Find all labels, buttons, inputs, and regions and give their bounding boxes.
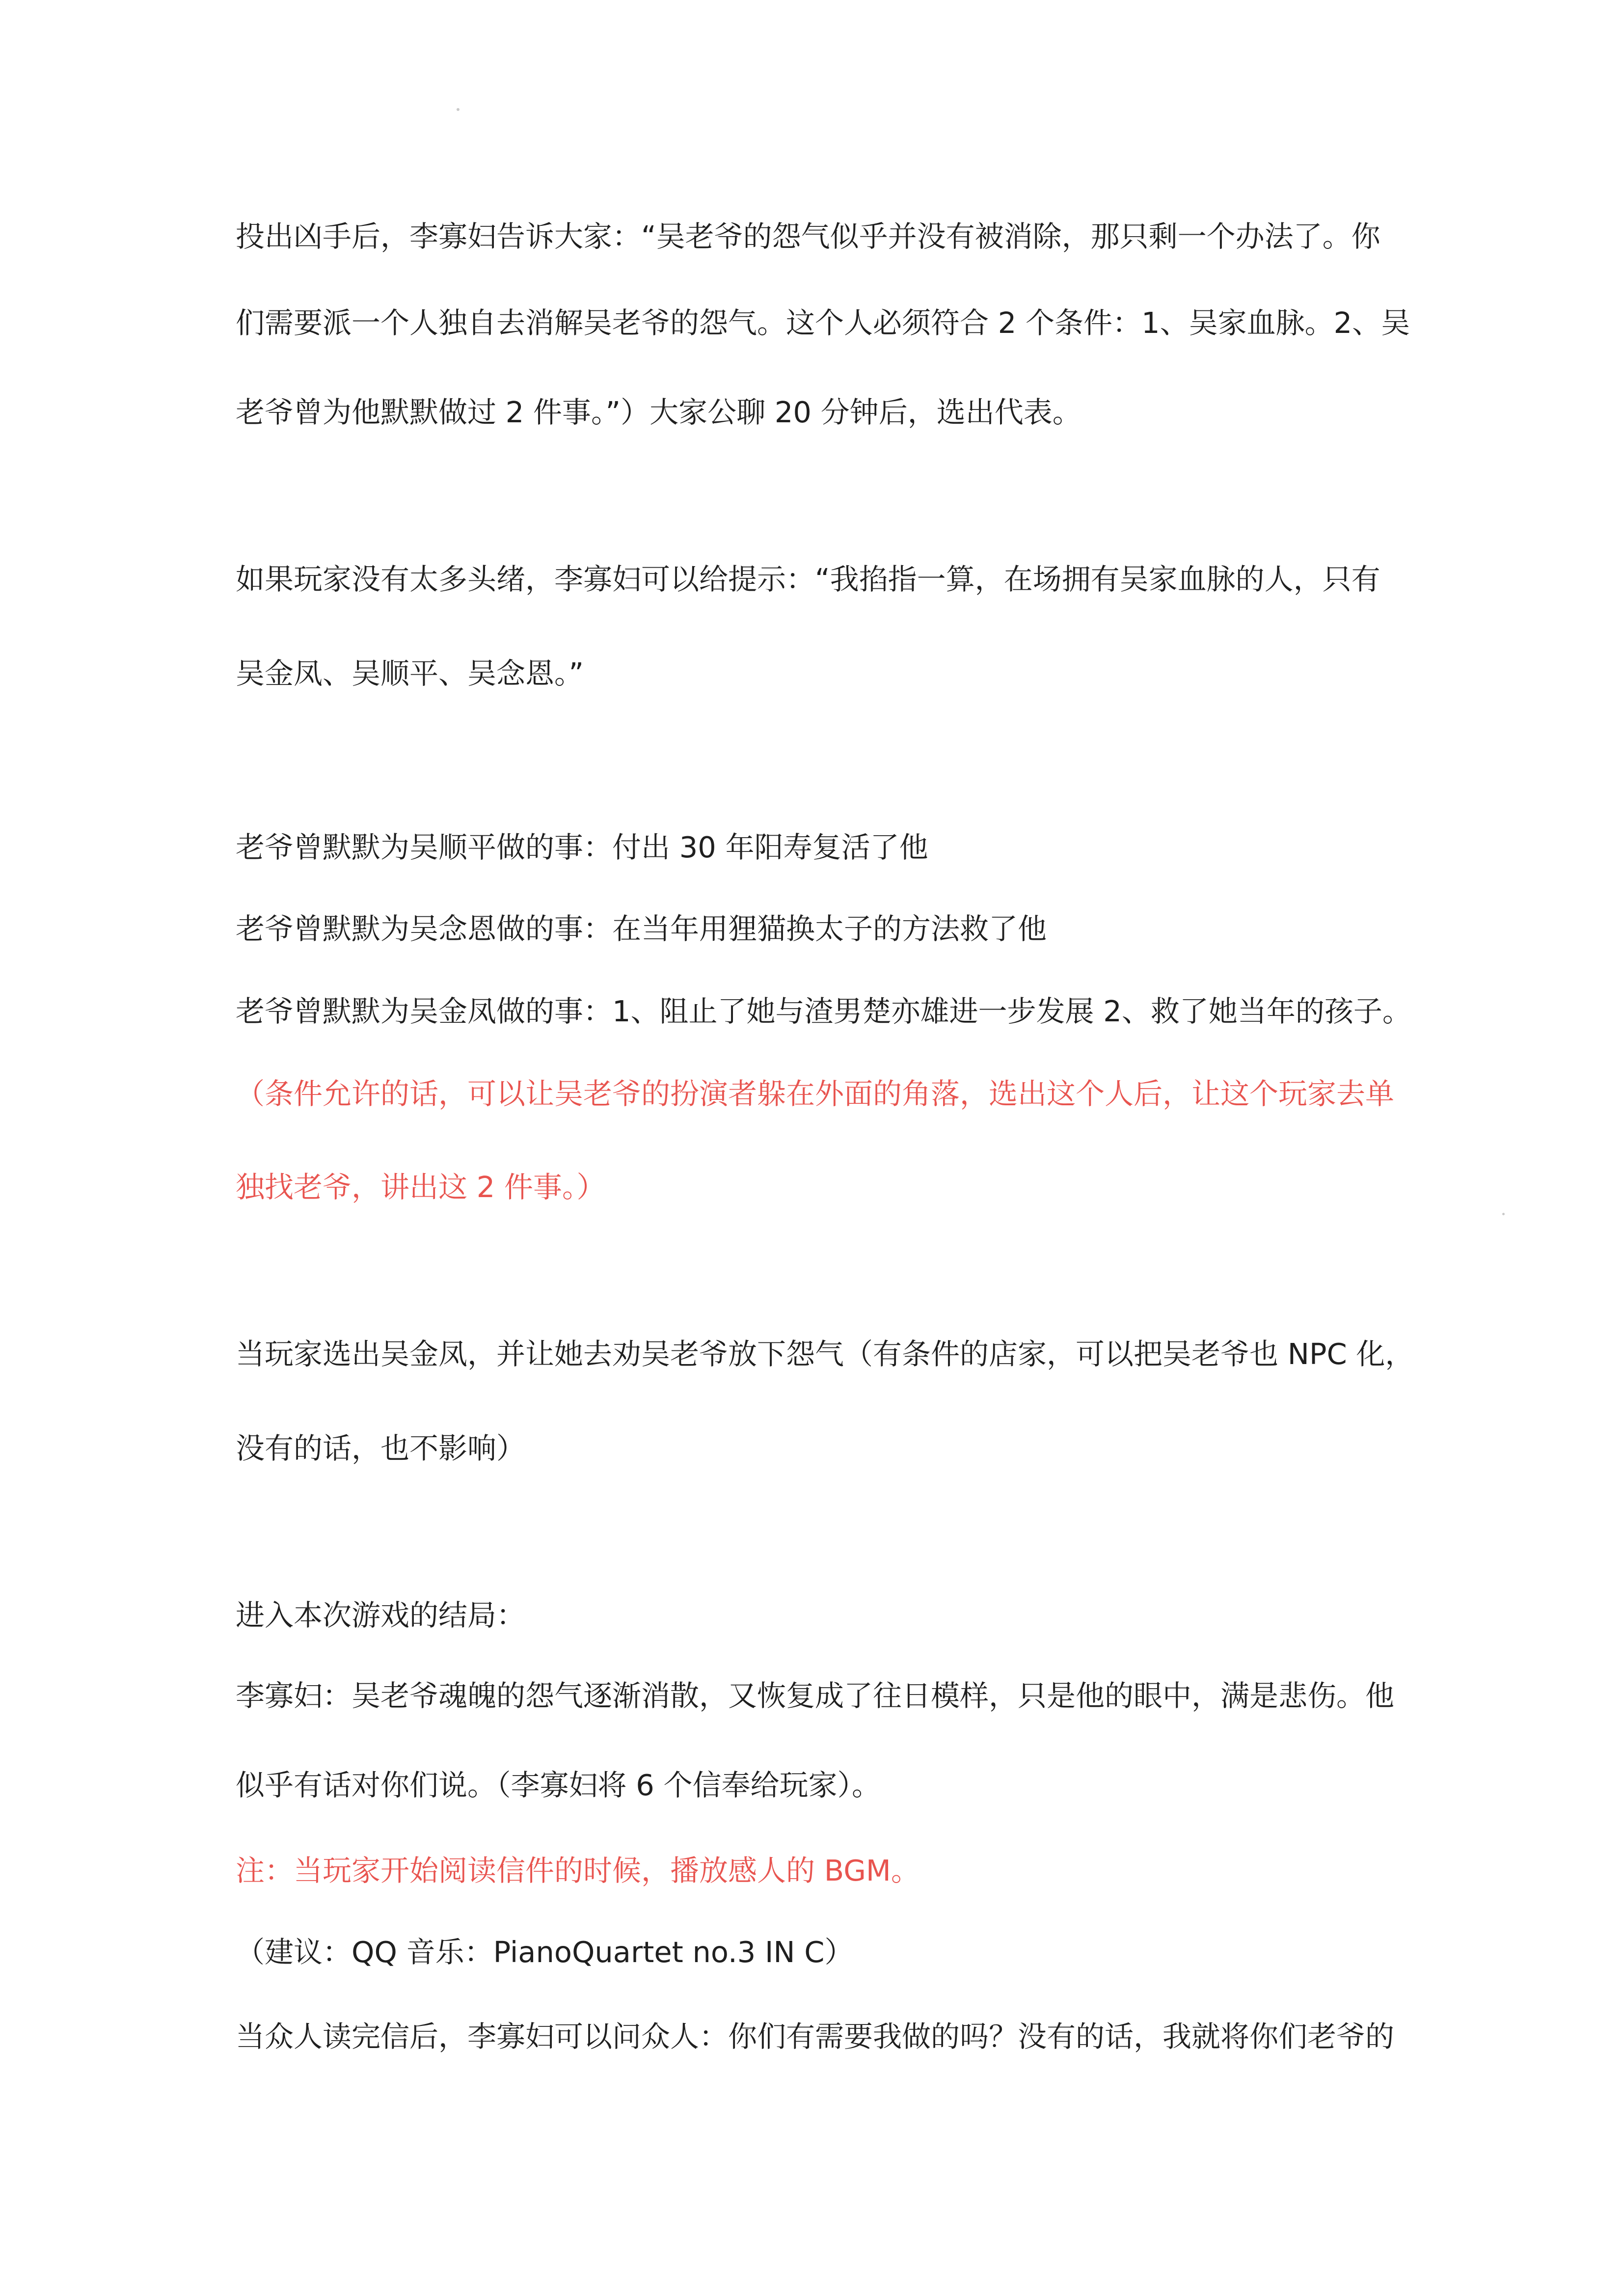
paragraph-line: 老爷曾为他默默做过 2 件事。”）大家公聊 20 分钟后，选出代表。 [236, 395, 1082, 429]
paragraph-line: 们需要派一个人独自去消解吴老爷的怨气。这个人必须符合 2 个条件：1、吴家血脉。2、吴 [236, 306, 1410, 340]
paragraph-line: 老爷曾默默为吴金凤做的事：1、阻止了她与渣男楚亦雄进一步发展 2、救了她当年的孩子。 [236, 994, 1411, 1028]
red-note-line: 独找老爷，讲出这 2 件事。） [236, 1170, 606, 1204]
section-heading: 进入本次游戏的结局： [236, 1598, 526, 1632]
paragraph-line: 投出凶手后，李寡妇告诉大家：“吴老爷的怨气似乎并没有被消除，那只剩一个办法了。你 [236, 219, 1380, 253]
paragraph-line: （建议：QQ 音乐：PianoQuartet no.3 IN C） [236, 1935, 854, 1969]
red-note-line: （条件允许的话，可以让吴老爷的扮演者躲在外面的角落，选出这个人后，让这个玩家去单 [236, 1077, 1395, 1111]
paragraph-line: 当众人读完信后，李寡妇可以问众人：你们有需要我做的吗？没有的话，我就将你们老爷的 [236, 2020, 1395, 2053]
paragraph-line: 没有的话，也不影响） [236, 1431, 526, 1465]
scan-speck [457, 108, 460, 111]
paragraph-line: 如果玩家没有太多头绪，李寡妇可以给提示：“我掐指一算，在场拥有吴家血脉的人，只有 [236, 562, 1380, 596]
paragraph-line: 老爷曾默默为吴念恩做的事：在当年用狸猫换太子的方法救了他 [236, 912, 1047, 946]
paragraph-line: 似乎有话对你们说。（李寡妇将 6 个信奉给玩家）。 [236, 1768, 881, 1802]
paragraph-line: 老爷曾默默为吴顺平做的事：付出 30 年阳寿复活了他 [236, 830, 928, 864]
red-note-line: 注：当玩家开始阅读信件的时候，播放感人的 BGM。 [236, 1854, 920, 1887]
paragraph-line: 吴金凤、吴顺平、吴念恩。” [236, 656, 584, 690]
paragraph-line: 李寡妇：吴老爷魂魄的怨气逐渐消散，又恢复成了往日模样，只是他的眼中，满是悲伤。他 [236, 1679, 1395, 1713]
scan-speck [1502, 1213, 1505, 1215]
paragraph-line: 当玩家选出吴金凤，并让她去劝吴老爷放下怨气（有条件的店家，可以把吴老爷也 NPC 化， [236, 1337, 1414, 1371]
